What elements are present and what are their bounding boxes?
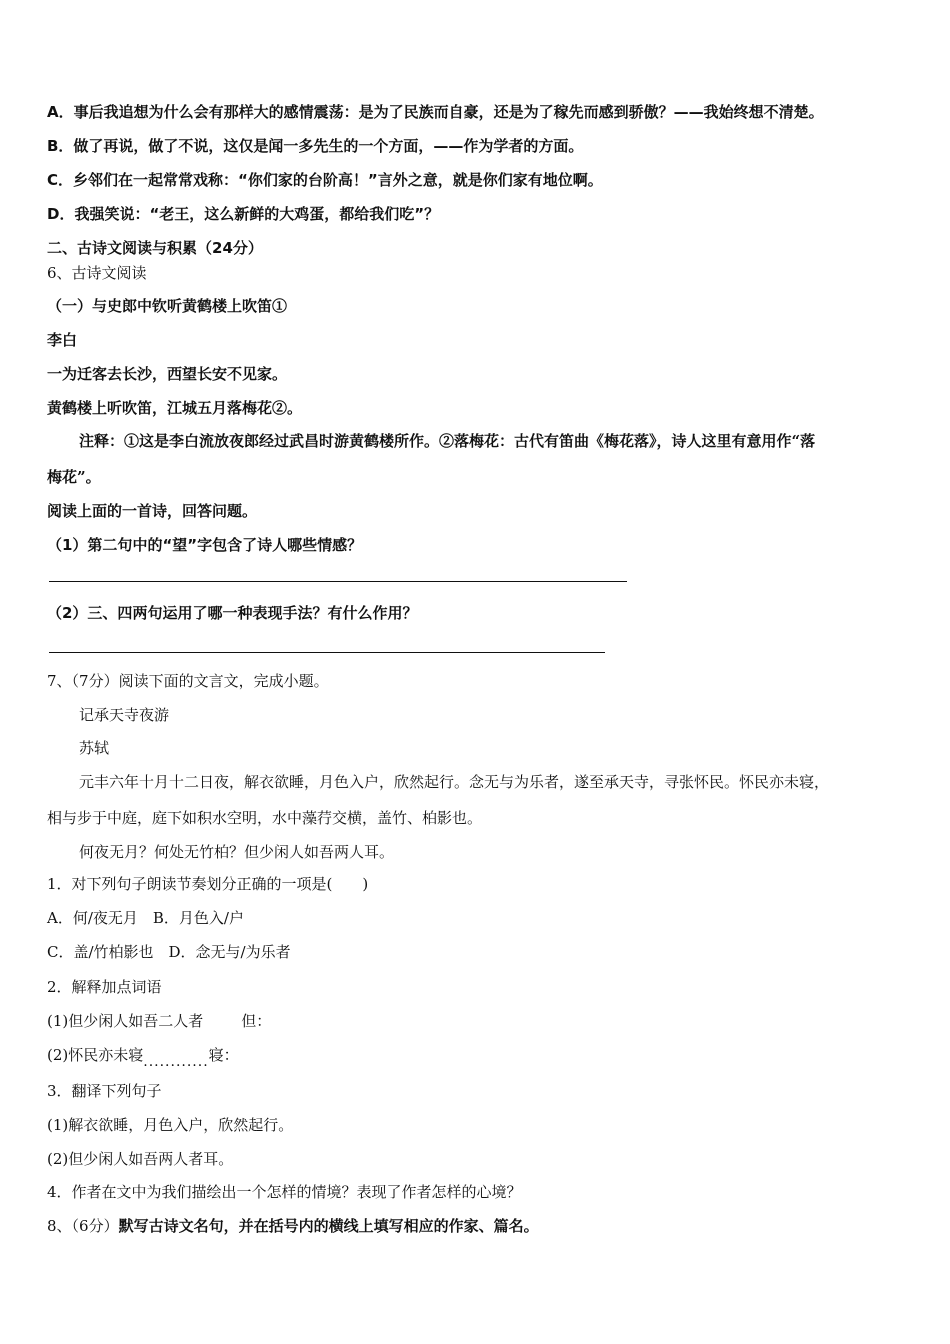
question-1: （1）第二句中的“望”字包含了诗人哪些情感？ [47, 536, 363, 554]
q8-text: 默写古诗文名句，并在括号内的横线上填写相应的作家、篇名。 [118, 1217, 539, 1235]
poem-note-line-2: 梅花”。 [47, 468, 101, 486]
q8 [47, 1216, 539, 1236]
item-1-text: (1)但少闲人如吾二人者 [47, 1012, 204, 1030]
poem-author: 李白 [47, 331, 78, 349]
subquestion-1-options-cd: C．盖/竹柏影也 D．念无与/为乐者 [47, 943, 291, 961]
subquestion-3: 3．翻译下列句子 [47, 1082, 162, 1100]
answer-line-1 [49, 581, 627, 582]
subquestion-3-item-1: (1)解衣欲睡，月色入户，欣然起行。 [47, 1116, 294, 1134]
option-b: B．做了再说，做了不说，这仅是闻一多先生的一个方面，——作为学者的方面。 [47, 137, 584, 155]
answer-line-2 [49, 652, 605, 653]
classical-para-1-line-2: 相与步于中庭，庭下如积水空明，水中藻荇交横，盖竹、柏影也。 [47, 809, 483, 827]
section-heading: 二、古诗文阅读与积累（24分） [47, 239, 263, 257]
q8-prefix: 8、（6分） [47, 1217, 119, 1235]
item-1-word: 但： [241, 1012, 272, 1030]
item-2-word: 寝： [208, 1046, 239, 1064]
subquestion-3-item-2: (2)但少闲人如吾两人者耳。 [47, 1150, 234, 1168]
option-a: A．事后我追想为什么会有那样大的感情震荡：是为了民族而自豪，还是为了稼先而感到骄傲？——我始终想不清楚。 [47, 103, 824, 121]
option-d: D．我强笑说：“老王，这么新鲜的大鸡蛋，都给我们吃”？ [47, 205, 440, 223]
classical-author: 苏轼 [79, 739, 110, 757]
emphasis-dots: ............ [143, 1054, 209, 1070]
subquestion-1-options-ab: A．何/夜无月 B．月色入/户 [47, 909, 244, 927]
poem-title: （一）与史郎中钦听黄鹤楼上吹笛① [47, 297, 288, 315]
q7-intro: 7、（7分）阅读下面的文言文，完成小题。 [47, 672, 329, 690]
subquestion-4: 4．作者在文中为我们描绘出一个怎样的情境？表现了作者怎样的心境？ [47, 1183, 522, 1201]
subquestion-2: 2．解释加点词语 [47, 978, 162, 996]
question-2: （2）三、四两句运用了哪一种表现手法？有什么作用？ [47, 604, 418, 622]
subquestion-2-item-2 [47, 1045, 239, 1072]
q6-title: 6、古诗文阅读 [47, 264, 147, 282]
subquestion-2-item-1 [47, 1011, 271, 1031]
reading-instruction: 阅读上面的一首诗，回答问题。 [47, 502, 258, 520]
poem-line-2: 黄鹤楼上听吹笛，江城五月落梅花②。 [47, 399, 303, 417]
classical-para-1-line-1: 元丰六年十月十二日夜，解衣欲睡，月色入户，欣然起行。念无与为乐者，遂至承天寺，寻张怀民。怀民亦未寝， [79, 773, 830, 791]
classical-para-2: 何夜无月？何处无竹柏？但少闲人如吾两人耳。 [79, 843, 395, 861]
subquestion-1: 1．对下列句子朗读节奏划分正确的一项是( ) [47, 875, 369, 893]
classical-title: 记承天寺夜游 [79, 706, 170, 724]
poem-note-line-1: 注释：①这是李白流放夜郎经过武昌时游黄鹤楼所作。②落梅花：古代有笛曲《梅花落》，诗人这里有意用作“落 [79, 432, 816, 450]
poem-line-1: 一为迁客去长沙，西望长安不见家。 [47, 365, 288, 383]
option-c: C．乡邻们在一起常常戏称：“你们家的台阶高！”言外之意，就是你们家有地位啊。 [47, 171, 603, 189]
item-2-text: (2)怀民亦未寝 [47, 1046, 144, 1064]
